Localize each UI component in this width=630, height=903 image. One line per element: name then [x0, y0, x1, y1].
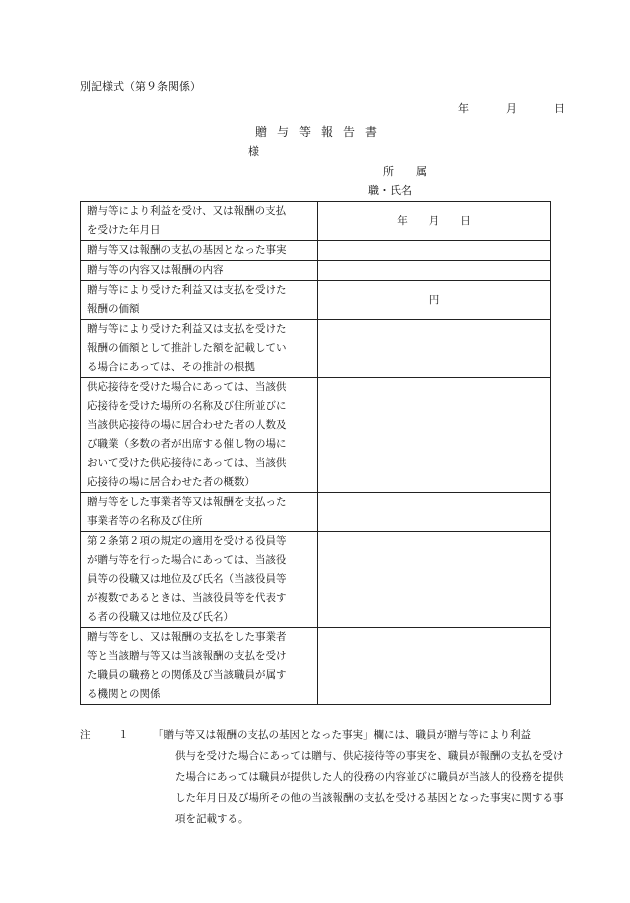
row-label-line: 贈与等の内容又は報酬の内容: [87, 264, 224, 276]
note-line: 「贈与等又は報酬の支払の基因となった事実」欄には、職員が贈与等により利益: [153, 729, 531, 741]
row-value[interactable]: [318, 320, 551, 378]
note-body: [153, 725, 564, 830]
addressee-suffix: 様: [248, 145, 259, 158]
table-row: [81, 202, 551, 241]
row-label: [81, 493, 318, 532]
row-value[interactable]: [318, 241, 551, 261]
row-label-line: 供応接待を受けた場合にあっては、当該供: [87, 381, 287, 393]
row-label-line: おいて受けた供応接待にあっては、当該供: [87, 457, 287, 469]
form-reference: 別記様式（第９条関係）: [80, 80, 201, 93]
row-label-line: た職員の職務との関係及び当該職員が属す: [87, 669, 287, 681]
note-line: 項を記載する。: [175, 813, 249, 825]
row-value[interactable]: [318, 261, 551, 281]
row-label-line: 応接待の場に居合わせた者の概数）: [87, 476, 255, 488]
table-row: [81, 320, 551, 378]
row-label-line: が贈与等を行った場合にあっては、当該役: [87, 554, 287, 566]
row-label-line: 第２条第２項の規定の適用を受ける役員等: [87, 535, 287, 547]
row-label: [81, 378, 318, 493]
row-value[interactable]: [318, 378, 551, 493]
row-label-line: る機関との関係: [87, 688, 161, 700]
row-label-line: 贈与等をし、又は報酬の支払をした事業者: [87, 631, 287, 643]
row-label-line: び職業（多数の者が出席する催し物の場に: [87, 438, 287, 450]
table-row: [81, 493, 551, 532]
row-label-line: る者の役職又は地位及び氏名）: [87, 611, 234, 623]
row-label-line: 事業者等の名称及び住所: [87, 515, 203, 527]
row-label-line: 贈与等をした事業者等又は報酬を支払った: [87, 496, 287, 508]
table-row: [81, 532, 551, 628]
row-value[interactable]: 年 月 日: [318, 202, 551, 241]
row-label-line: 当該供応接待の場に居合わせた者の人数及: [87, 419, 287, 431]
row-label: [81, 261, 318, 281]
notes-heading: 注: [80, 729, 91, 741]
row-label-line: 等と当該贈与等又は当該報酬の支払を受け: [87, 650, 287, 662]
table-row: [81, 628, 551, 705]
row-label: [81, 241, 318, 261]
row-label: [81, 628, 318, 705]
report-table: [80, 201, 551, 705]
document-title: 贈与等報告書: [255, 125, 388, 139]
note-line: 供与を受けた場合にあっては贈与、供応接待等の事実を、職員が報酬の支払を受け: [175, 750, 564, 762]
row-value[interactable]: [318, 532, 551, 628]
report-table-body: [81, 202, 551, 705]
row-label-line: 員等の役職又は地位及び氏名（当該役員等: [87, 573, 287, 585]
row-label-line: 応接待を受けた場所の名称及び住所並びに: [87, 400, 287, 412]
row-value[interactable]: [318, 493, 551, 532]
note-line: た場合にあっては職員が提供した人的役務の内容並びに職員が当該人的役務を提供: [175, 771, 564, 783]
row-label-line: 贈与等又は報酬の支払の基因となった事実: [87, 244, 287, 256]
row-label-line: を受けた年月日: [87, 224, 161, 236]
row-value[interactable]: [318, 628, 551, 705]
row-label-line: 贈与等により受けた利益又は支払を受けた: [87, 284, 287, 296]
note-line: した年月日及び場所その他の当該報酬の支払を受ける基因となった事実に関する事: [175, 792, 564, 804]
row-label-line: 報酬の価額として推計した額を記載してい: [87, 342, 287, 354]
row-label: [81, 532, 318, 628]
affiliation-label: 所 属: [383, 165, 427, 178]
report-date: [458, 100, 565, 116]
row-label-line: る場合にあっては、その推計の根拠: [87, 361, 255, 373]
row-label: [81, 202, 318, 241]
row-label-line: 贈与等により受けた利益又は支払を受けた: [87, 323, 287, 335]
table-row: [81, 378, 551, 493]
table-row: [81, 241, 551, 261]
table-row: [81, 281, 551, 320]
row-label: [81, 320, 318, 378]
row-label: [81, 281, 318, 320]
date-month: 月: [506, 102, 517, 115]
row-value[interactable]: 円: [318, 281, 551, 320]
table-row: [81, 261, 551, 281]
row-label-line: 報酬の価額: [87, 303, 140, 315]
date-year: 年: [458, 102, 469, 115]
date-day: 日: [554, 102, 565, 115]
row-label-line: 贈与等により利益を受け、又は報酬の支払: [87, 205, 287, 217]
note-number: １: [118, 729, 129, 741]
row-label-line: が複数であるときは、当該役員等を代表す: [87, 592, 287, 604]
title-name-label: 職・氏名: [368, 184, 412, 197]
